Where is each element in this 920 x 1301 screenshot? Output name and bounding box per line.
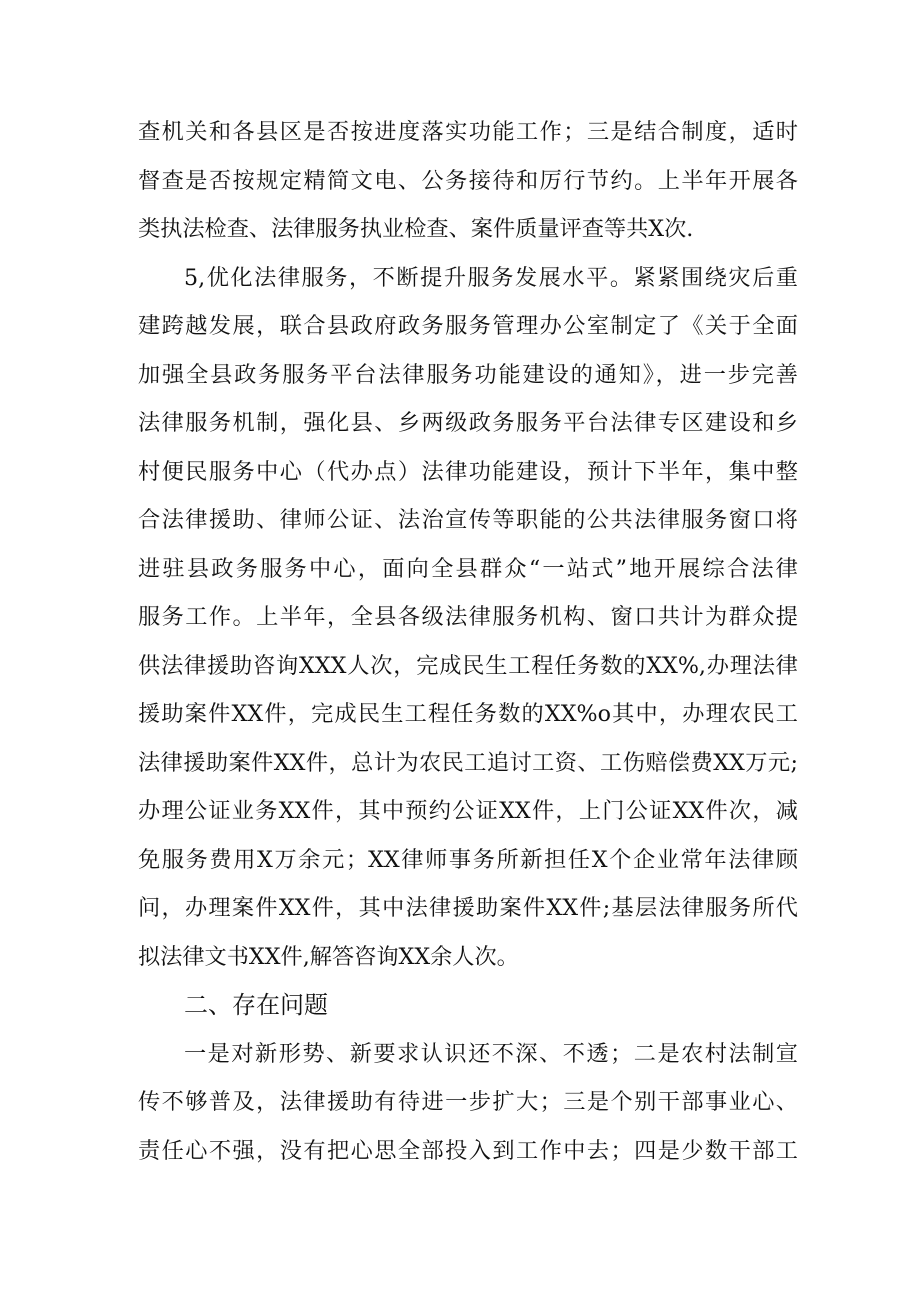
- paragraph-line: 供法律援助咨询XXX人次，完成民生工程任务数的XX%,办理法律: [138, 653, 798, 679]
- paragraph-line: 一是对新形势、新要求认识还不深、不透；二是农村法制宣: [184, 1041, 798, 1067]
- paragraph-line: 建跨越发展，联合县政府政务服务管理办公室制定了《关于全面: [138, 313, 798, 339]
- paragraph-line: 类执法检查、法律服务执业检查、案件质量评查等共X次.: [138, 216, 694, 242]
- paragraph-line: 法律援助案件XX件，总计为农民工追讨工资、工伤赔偿费XX万元;: [138, 750, 798, 776]
- paragraph-line: 免服务费用X万余元；XX律师事务所新担任X个企业常年法律顾: [138, 847, 798, 873]
- paragraph-line: 5,优化法律服务，不断提升服务发展水平。紧紧围绕灾后重: [184, 265, 798, 291]
- paragraph-line: 法律服务机制，强化县、乡两级政务服务平台法律专区建设和乡: [138, 410, 798, 436]
- paragraph-line: 查机关和各县区是否按进度落实功能工作；三是结合制度，适时: [138, 119, 798, 145]
- section-heading: 二、存在问题: [184, 991, 328, 1019]
- paragraph-line: 加强全县政务服务平台法律服务功能建设的通知》，进一步完善: [138, 362, 798, 388]
- paragraph-line: 督查是否按规定精简文电、公务接待和厉行节约。上半年开展各: [138, 168, 798, 194]
- paragraph-line: 服务工作。上半年，全县各级法律服务机构、窗口共计为群众提: [138, 604, 798, 630]
- paragraph-line: 援助案件XX件，完成民生工程任务数的XX%o其中，办理农民工: [138, 701, 798, 727]
- paragraph-line: 合法律援助、律师公证、法治宣传等职能的公共法律服务窗口将: [138, 507, 798, 533]
- paragraph-line: 传不够普及，法律援助有待进一步扩大；三是个别干部事业心、: [138, 1089, 798, 1115]
- paragraph-line: 问，办理案件XX件，其中法律援助案件XX件;基层法律服务所代: [138, 895, 798, 921]
- paragraph-line: 进驻县政务服务中心，面向全县群众“一站式”地开展综合法律: [138, 556, 798, 582]
- paragraph-line: 办理公证业务XX件，其中预约公证XX件，上门公证XX件次，减: [138, 798, 798, 824]
- paragraph-line: 责任心不强，没有把心思全部投入到工作中去；四是少数干部工: [138, 1138, 798, 1164]
- paragraph-line: 村便民服务中心（代办点）法律功能建设，预计下半年，集中整: [138, 459, 798, 485]
- paragraph-line: 拟法律文书XX件,解答咨询XX余人次。: [138, 944, 519, 970]
